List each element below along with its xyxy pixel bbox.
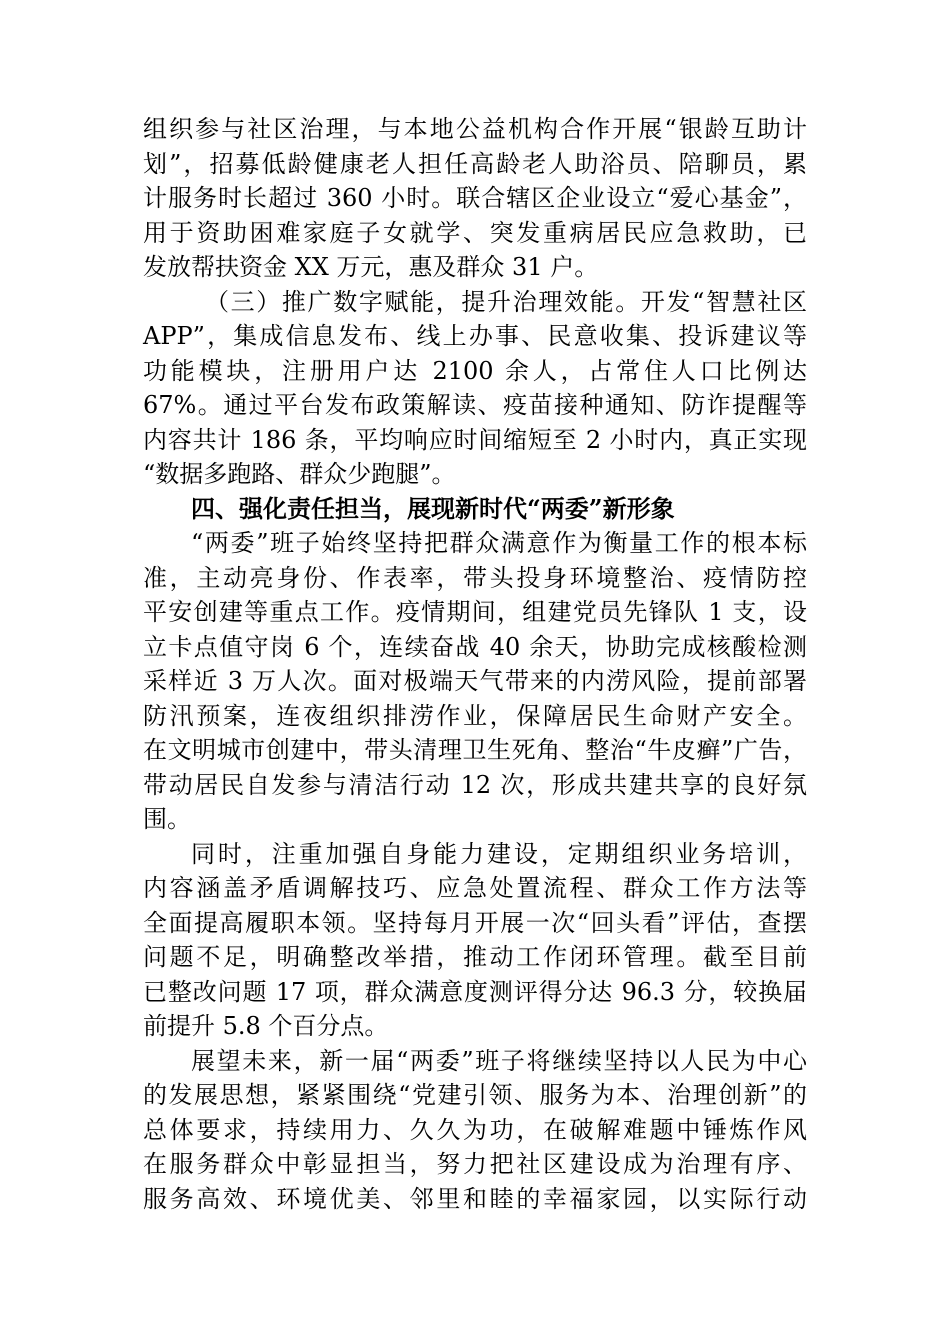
section-heading-four (143, 492, 807, 527)
paragraph-line: 全面提高履职本领。坚持每月开展一次“回头看”评估，查摆 (143, 908, 807, 937)
paragraph-line: 内容共计 186 条，平均响应时间缩短至 2 小时内，真正实现 (143, 425, 807, 454)
document-page (143, 112, 807, 1216)
paragraph-line: 67%。通过平台发布政策解读、疫苗接种通知、防诈提醒等 (143, 391, 807, 419)
paragraph-line: “数据多跑路、群众少跑腿”。 (143, 460, 456, 488)
paragraph-line: 展望未来，新一届“两委”班子将继续坚持以人民为中心 (191, 1046, 807, 1075)
paragraph-line: 功能模块，注册用户达 2100 余人，占常住人口比例达 (143, 356, 807, 385)
paragraph-line: 在服务群众中彰显担当，努力把社区建设成为治理有序、 (143, 1150, 807, 1178)
paragraph-line: “两委”班子始终坚持把群众满意作为衡量工作的根本标 (191, 529, 807, 557)
paragraph-line: 总体要求，持续用力、久久为功，在破解难题中锤炼作风 (143, 1115, 807, 1144)
paragraph-line: 防汛预案，连夜组织排涝作业，保障居民生命财产安全。 (143, 701, 807, 730)
paragraph-line: 用于资助困难家庭子女就学、突发重病居民应急救助，已 (143, 218, 807, 247)
paragraph-line: 的发展思想，紧紧围绕“党建引领、服务为本、治理创新”的 (143, 1081, 807, 1109)
paragraph-line: 发放帮扶资金 XX 万元，惠及群众 31 户。 (143, 253, 599, 281)
paragraph-line: 计服务时长超过 360 小时。联合辖区企业设立“爱心基金”， (143, 184, 807, 212)
paragraph-line: 带动居民自发参与清洁行动 12 次，形成共建共享的良好氛 (143, 770, 807, 799)
paragraph-line: 已整改问题 17 项，群众满意度测评得分达 96.3 分，较换届 (143, 977, 807, 1006)
paragraph-line: 同时，注重加强自身能力建设，定期组织业务培训， (191, 839, 807, 868)
paragraph-silver-age-mutual-aid (143, 112, 807, 285)
paragraph-digital-empowerment (143, 285, 807, 492)
paragraph-line: （三）推广数字赋能，提升治理效能。开发“智慧社区 (205, 287, 807, 316)
paragraph-line: 前提升 5.8 个百分点。 (143, 1012, 389, 1040)
paragraph-future-outlook (143, 1044, 807, 1217)
paragraph-line: 立卡点值守岗 6 个，连续奋战 40 余天，协助完成核酸检测 (143, 632, 807, 661)
paragraph-line: 服务高效、环境优美、邻里和睦的幸福家园，以实际行动 (143, 1184, 807, 1213)
paragraph-line: 内容涵盖矛盾调解技巧、应急处置流程、群众工作方法等 (143, 874, 807, 902)
paragraph-line: 准，主动亮身份、作表率，带头投身环境整治、疫情防控 (143, 563, 807, 592)
paragraph-line: 围。 (143, 805, 191, 833)
paragraph-line: 组织参与社区治理，与本地公益机构合作开展“银龄互助计 (143, 115, 807, 143)
paragraph-capacity-building (143, 837, 807, 1044)
paragraph-line: 问题不足，明确整改举措，推动工作闭环管理。截至目前 (143, 943, 807, 971)
paragraph-line: 在文明城市创建中，带头清理卫生死角、整治“牛皮癣”广告， (143, 736, 807, 764)
section-heading: 四、强化责任担当，展现新时代“两委”新形象 (191, 493, 675, 523)
paragraph-line: 平安创建等重点工作。疫情期间，组建党员先锋队 1 支，设 (143, 598, 807, 626)
paragraph-two-committees-responsibility (143, 526, 807, 837)
paragraph-line: APP”，集成信息发布、线上办事、民意收集、投诉建议等 (143, 322, 807, 350)
paragraph-line: 采样近 3 万人次。面对极端天气带来的内涝风险，提前部署 (143, 667, 807, 695)
paragraph-line: 划”，招募低龄健康老人担任高龄老人助浴员、陪聊员，累 (143, 149, 807, 178)
